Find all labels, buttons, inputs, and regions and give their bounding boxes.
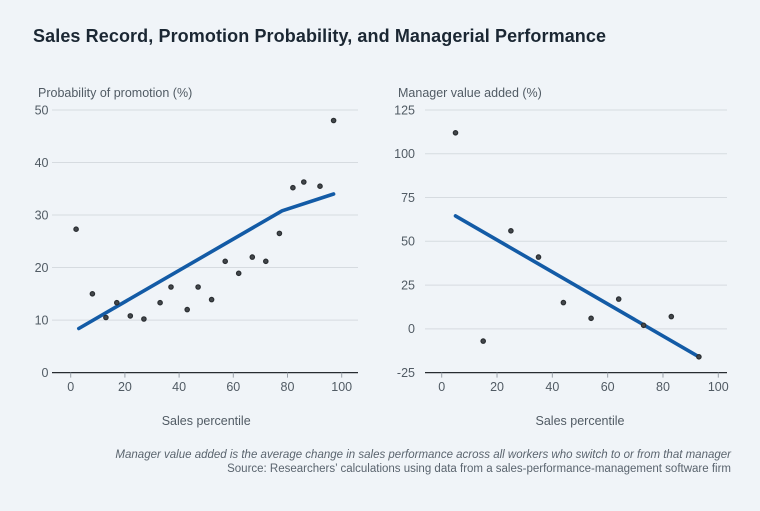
scatter-point xyxy=(185,307,189,311)
scatter-point xyxy=(158,301,162,305)
scatter-point xyxy=(509,229,513,233)
x-tick-label: 100 xyxy=(331,380,353,394)
y-tick-label: 50 xyxy=(401,234,415,249)
scatter-point xyxy=(641,323,645,327)
scatter-point xyxy=(302,180,306,184)
scatter-point xyxy=(536,255,540,259)
y-tick-label: 75 xyxy=(401,190,415,205)
scatter-point xyxy=(169,285,173,289)
scatter-point xyxy=(74,227,78,231)
scatter-point xyxy=(561,300,565,304)
scatter-point xyxy=(318,184,322,188)
x-tick-label: 100 xyxy=(707,380,729,394)
scatter-point xyxy=(115,301,119,305)
scatter-point xyxy=(223,259,227,263)
figure-title: Sales Record, Promotion Probability, and Managerial Performance xyxy=(33,26,607,46)
figure-source: Source: Researchers’ calculations using data from a sales-performance-management software firm xyxy=(227,463,731,475)
y-axis-title: Manager value added (%) xyxy=(398,86,542,100)
scatter-point xyxy=(104,315,108,319)
x-tick-label: 20 xyxy=(117,380,132,394)
scatter-point xyxy=(250,255,254,259)
y-tick-label: 0 xyxy=(408,322,415,337)
y-tick-label: 30 xyxy=(34,208,49,223)
figure-note: Manager value added is the average change in sales performance across all workers who switch to or from that manager xyxy=(115,449,731,461)
scatter-point xyxy=(481,339,485,343)
x-axis-title: Sales percentile xyxy=(535,414,625,428)
scatter-point xyxy=(128,314,132,318)
value-added-chart xyxy=(390,80,746,436)
y-tick-label: 50 xyxy=(34,103,49,118)
y-tick-label: 125 xyxy=(394,103,415,118)
trend-line xyxy=(456,216,699,357)
x-tick-label: 80 xyxy=(280,380,295,394)
x-tick-label: 0 xyxy=(438,380,446,394)
x-tick-label: 60 xyxy=(600,380,615,394)
y-tick-label: 100 xyxy=(394,147,415,162)
scatter-point xyxy=(453,131,457,135)
trend-line xyxy=(79,194,334,329)
x-axis-title: Sales percentile xyxy=(161,414,251,428)
x-tick-label: 40 xyxy=(545,380,560,394)
x-tick-label: 60 xyxy=(226,380,241,394)
scatter-point xyxy=(291,186,295,190)
scatter-point xyxy=(277,231,281,235)
scatter-point xyxy=(237,271,241,275)
scatter-point xyxy=(209,297,213,301)
x-tick-label: 80 xyxy=(656,380,670,394)
promotion-chart xyxy=(30,80,386,436)
y-axis-title: Probability of promotion (%) xyxy=(38,86,193,100)
y-tick-label: 25 xyxy=(401,278,415,293)
scatter-point xyxy=(331,118,335,122)
scatter-point xyxy=(196,285,200,289)
scatter-point xyxy=(90,292,94,296)
scatter-point xyxy=(669,314,673,318)
x-tick-label: 20 xyxy=(490,380,504,394)
y-tick-label: 10 xyxy=(34,313,49,328)
y-tick-label: 20 xyxy=(34,260,49,275)
figure-footer xyxy=(31,448,731,476)
scatter-point xyxy=(617,297,621,301)
scatter-point xyxy=(697,355,701,359)
scatter-point xyxy=(264,259,268,263)
y-tick-label: -25 xyxy=(396,365,415,380)
scatter-point xyxy=(589,316,593,320)
x-tick-label: 0 xyxy=(67,380,75,394)
x-tick-label: 40 xyxy=(172,380,187,394)
scatter-point xyxy=(142,317,146,321)
y-tick-label: 40 xyxy=(34,155,49,170)
y-tick-label: 0 xyxy=(41,365,49,380)
